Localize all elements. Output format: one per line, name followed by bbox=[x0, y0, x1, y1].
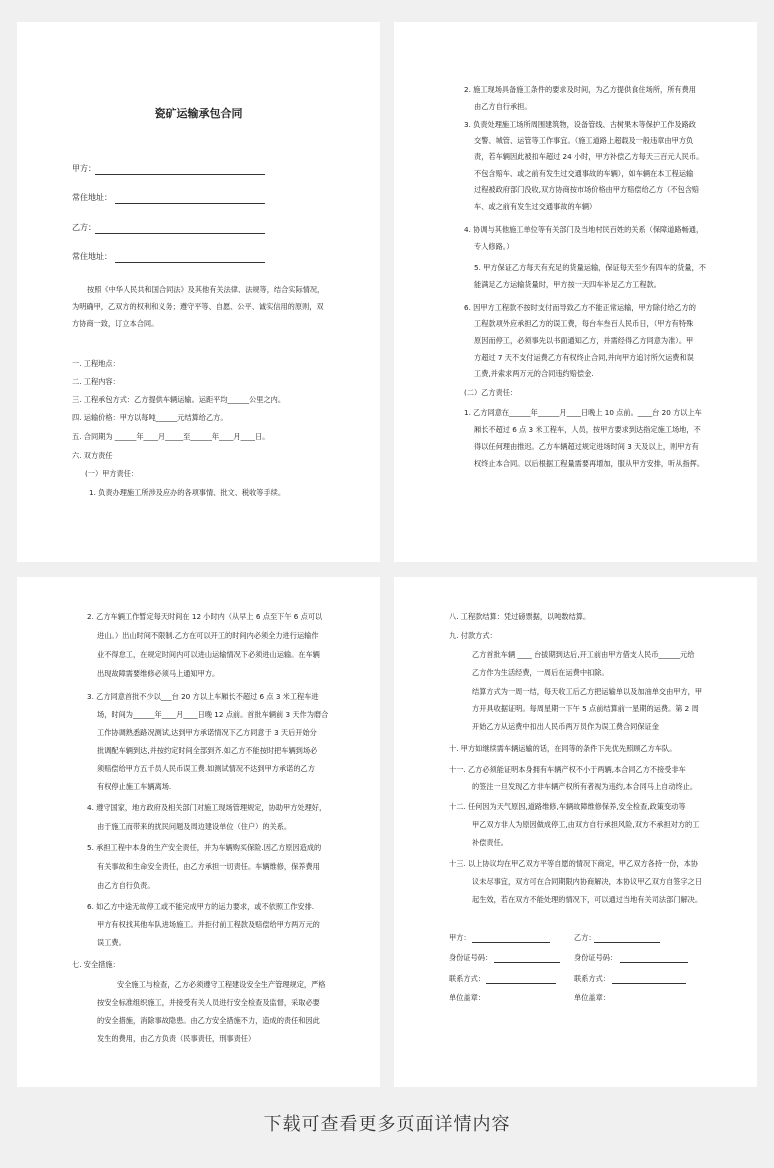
clause-3: 三. 工程承包方式：乙方提供车辆运输。运距平均______公里之内。 bbox=[72, 395, 286, 404]
party-a-label: 甲方： bbox=[72, 164, 96, 173]
sign-line bbox=[594, 942, 660, 943]
intro-line: 方协商一致，订立本合同。 bbox=[72, 319, 159, 328]
text-line: 6. 如乙方中途无故停工或不能完成甲方的运力要求，或不依照工作安排. bbox=[87, 902, 315, 911]
clause-2: 二. 工程内容： bbox=[72, 377, 120, 386]
text-line: 的安全措施，消除事故隐患。由乙方安全措施不力，造成的责任和因此 bbox=[97, 1016, 320, 1025]
text-line: 议未尽事宜，双方可在合同期限内协商解决，本协议甲乙双方自签字之日 bbox=[472, 877, 703, 886]
text-line: 补偿责任。 bbox=[472, 838, 508, 847]
intro-line: 为明确甲，乙双方的权利和义务；遵守平等、自愿、公平、诚实信用的原则，双 bbox=[72, 302, 324, 311]
document-page-1 bbox=[17, 22, 380, 562]
party-a-duties-heading: (一）甲方责任： bbox=[85, 469, 139, 478]
document-page-2 bbox=[394, 22, 757, 562]
text-line: 3. 负责处理施工场所周围建筑物，设备管线、古树果木等保护工作及路政 bbox=[464, 120, 696, 129]
id-b: 身份证号码： bbox=[574, 953, 618, 962]
text-line: 误工费。 bbox=[97, 938, 126, 947]
clause-5: 五. 合同期为 ______年____月_____至______年____月____日。 bbox=[72, 432, 270, 441]
text-line: 乙方首批车辆 ____ 台拔期到达后,开工前由甲方借支人民币______元给 bbox=[472, 650, 695, 659]
text-line: 4. 遵守国家，地方政府及相关部门对施工现场管理规定，协助甲方处理好， bbox=[87, 803, 327, 812]
sign-party-a: 甲方： bbox=[449, 933, 471, 942]
address-a-line bbox=[115, 203, 265, 204]
contract-title: 瓷矿运输承包合同 bbox=[154, 107, 243, 120]
sign-line bbox=[494, 962, 560, 963]
address-b-line bbox=[115, 262, 265, 263]
text-line: 交警、城管、运管等工作事宜。（施工道路上超载及一般违章由甲方负 bbox=[474, 136, 694, 145]
text-line: 方超过 7 天不支付运费乙方有权终止合同,并向甲方追讨所欠运费和误 bbox=[474, 353, 694, 362]
text-line: 八. 工程款结算：凭过磅票据，以吨数结算。 bbox=[449, 612, 591, 621]
text-line: 由乙方自行承担。 bbox=[474, 102, 532, 111]
party-b-label: 乙方： bbox=[72, 223, 96, 232]
contact-b: 联系方式： bbox=[574, 974, 610, 983]
text-line: 进山。）出山时间不限制.乙方在可以开工的时间内必须全力进行运输作 bbox=[97, 631, 319, 640]
sign-line bbox=[620, 962, 688, 963]
text-line: 起生效，若在双方不能处理的情况下，可以通过当地有关司法部门解决。 bbox=[472, 895, 703, 904]
text-line: 有关事故和生命安全责任，由乙方承担一切责任。车辆维修，保养费用 bbox=[97, 862, 320, 871]
text-line: 由于施工而带来的扰民问题及周边建设单位（住户）的关系。 bbox=[97, 822, 292, 831]
text-line: 九. 付款方式： bbox=[449, 631, 497, 640]
text-line: 结算方式为一周一结，每天收工后乙方把运输单以及加油单交由甲方，甲 bbox=[472, 687, 703, 696]
text-line: 工程款项外应承担乙方的误工费，每台车叁百人民币日，（甲方有特殊 bbox=[474, 319, 694, 328]
text-line: 的签注一旦发现乙方非车辆产权所有者视为违约,本合同马上自动终止。 bbox=[472, 782, 698, 791]
text-line: 乙方作为生活经费，一周后在运费中扣除。 bbox=[472, 668, 609, 677]
text-line: 安全施工与检查，乙方必须遵守工程建设安全生产管理规定，严格 bbox=[117, 980, 326, 989]
text-line: 2. 施工现场具备施工条件的要求及时间，为乙方提供食住场所，所有费用 bbox=[464, 85, 696, 94]
text-line: 须赔偿给甲方五千员人民币误工费.如测试情况不达到甲方承诺的乙方 bbox=[97, 764, 315, 773]
text-line: 甲乙双方非人为原因做成停工,由双方自行承担风险,双方不承担对方的工 bbox=[472, 820, 700, 829]
text-line: 厢长不超过 6 点 3 米工程车，人员，按甲方要求到达指定施工场地，不 bbox=[474, 425, 701, 434]
text-line: 不包含赔车、或之前有发生过交通事故的车辆），如车辆在本工程运输 bbox=[474, 169, 694, 178]
document-page-3 bbox=[17, 577, 380, 1087]
text-line: 权终止本合同。以后根据工程量需要再增加，服从甲方安排，听从指挥。 bbox=[474, 459, 705, 468]
text-line: 得以任何理由推迟。乙方车辆超过规定进场时间 3 天及以上，则甲方有 bbox=[474, 442, 699, 451]
text-line: 过程被政府部门没收,双方协商按市场价格由甲方赔偿给乙方（不包含赔 bbox=[474, 185, 700, 194]
text-line: 按安全标准组织施工，并接受有关人员进行安全检查及监督，采取必要 bbox=[97, 998, 320, 1007]
text-line: 十三. 以上协议均在甲乙双方平等自愿的情况下商定，甲乙双方各持一份，本协 bbox=[449, 859, 698, 868]
sign-party-b: 乙方： bbox=[574, 933, 596, 942]
text-line: 原因而停工，必须事先以书面通知乙方，并需经得乙方同意为准）。甲 bbox=[474, 336, 694, 345]
unit-a: 单位盖章： bbox=[449, 993, 485, 1002]
text-line: 出现故障需要维修必须马上通知甲方。 bbox=[97, 669, 220, 678]
text-line: 3. 乙方同意首批不少以___台 20 方以上车厢长不超过 6 点 3 米工程车进 bbox=[87, 692, 319, 701]
party-a-line bbox=[95, 174, 265, 175]
download-more-notice[interactable]: 下载可查看更多页面详情内容 bbox=[263, 1114, 511, 1135]
party-b-line bbox=[95, 233, 265, 234]
text-line: 1. 乙方同意在______年______月____日晚上 10 点前。____台 20 方以上车 bbox=[464, 408, 702, 417]
text-line: 工作协调熟悉路况测试,达到甲方承诺情况下乙方同意于 3 天后开始分 bbox=[97, 728, 317, 737]
clause-1: 一. 工程地点： bbox=[72, 359, 120, 368]
text-line: 十一. 乙方必须能证明本身拥有车辆产权不小于两辆,本合同乙方不接受非车 bbox=[449, 765, 686, 774]
clause-6: 六. 双方责任 bbox=[72, 451, 113, 460]
text-line: 车、或之前有发生过交通事故的车辆） bbox=[474, 202, 597, 211]
text-line: 有权停止施工车辆离场. bbox=[97, 782, 172, 791]
text-line: 能满足乙方运输货量时，甲方按一天四车补足乙方工程款。 bbox=[474, 280, 661, 289]
party-a-duty-1: 1. 负责办理施工所涉及应办的各项事情、批文、税收等手续。 bbox=[89, 488, 286, 497]
text-line: 5. 承担工程中本身的生产安全责任，并为车辆购买保险.因乙方原因造成的 bbox=[87, 843, 322, 852]
text-line: 开始乙方从运费中扣出人民币两万员作为误工费合同保证金 bbox=[472, 722, 659, 731]
text-line: 4. 协调与其他施工单位等有关部门及当地村民百姓的关系（保障道路畅通， bbox=[464, 225, 704, 234]
text-line: 批调配车辆到达,并按约定时间全部到齐.如乙方不能按时把车辆到场必 bbox=[97, 746, 318, 755]
sign-line bbox=[472, 942, 550, 943]
text-line: 专人修路。） bbox=[474, 242, 514, 251]
intro-line: 按照《中华人民共和国合同法》及其他有关法律、法规等，结合实际情况， bbox=[87, 285, 325, 294]
text-line: 发生的费用，由乙方负责（民事责任，刑事责任） bbox=[97, 1034, 256, 1043]
document-page-4 bbox=[394, 577, 757, 1087]
sign-line bbox=[612, 983, 686, 984]
text-line: 业不得怠工，在规定时间内可以进山运输情况下必须进山运输。在车辆 bbox=[97, 650, 320, 659]
text-line: 责，若车辆因此被扣车超过 24 小时，甲方补偿乙方每天三百元人民币。 bbox=[474, 152, 704, 161]
text-line: 十. 甲方如继续需车辆运输的话，在同等的条件下先优先照顾乙方车队。 bbox=[449, 744, 677, 753]
text-line: 2. 乙方车辆工作暂定每天时间在 12 小时内（从早上 6 点至下午 6 点可以 bbox=[87, 612, 323, 621]
address-b-label: 常住地址： bbox=[72, 252, 112, 261]
text-line: 工费,并索求两万元的合同违约赔偿金. bbox=[474, 369, 594, 378]
text-line: 6. 因甲方工程款不按时支付而导致乙方不能正常运输，甲方除付给乙方的 bbox=[464, 303, 696, 312]
contact-a: 联系方式： bbox=[449, 974, 485, 983]
unit-b: 单位盖章： bbox=[574, 993, 610, 1002]
text-line: 场，时间为______年____月____日晚 12 点前。首批车辆前 3 天作为磨合 bbox=[97, 710, 329, 719]
text-line: 甲方有权找其他车队进场施工。并拒付前工程款及赔偿给甲方两万元的 bbox=[97, 920, 320, 929]
address-a-label: 常住地址： bbox=[72, 193, 112, 202]
id-a: 身份证号码： bbox=[449, 953, 493, 962]
sign-line bbox=[486, 983, 556, 984]
clause-4: 四. 运输价格：甲方以每吨______元结算给乙方。 bbox=[72, 413, 228, 422]
text-line: 5. 甲方保证乙方每天有充足的货量运输，保证每天至少有四车的货量，不 bbox=[474, 263, 706, 272]
text-line: 十二. 任何因为天气原因,道路维修,车辆故障维修保养,安全检查,政策变动等 bbox=[449, 802, 686, 811]
text-line: 方开具收据证明。每周星期一下午 5 点前结算前一星期的运费。第 2 周 bbox=[472, 704, 699, 713]
text-line: 由乙方自行负责。 bbox=[97, 881, 155, 890]
text-line: 七. 安全措施： bbox=[72, 960, 120, 969]
text-line: (二）乙方责任： bbox=[464, 388, 518, 397]
